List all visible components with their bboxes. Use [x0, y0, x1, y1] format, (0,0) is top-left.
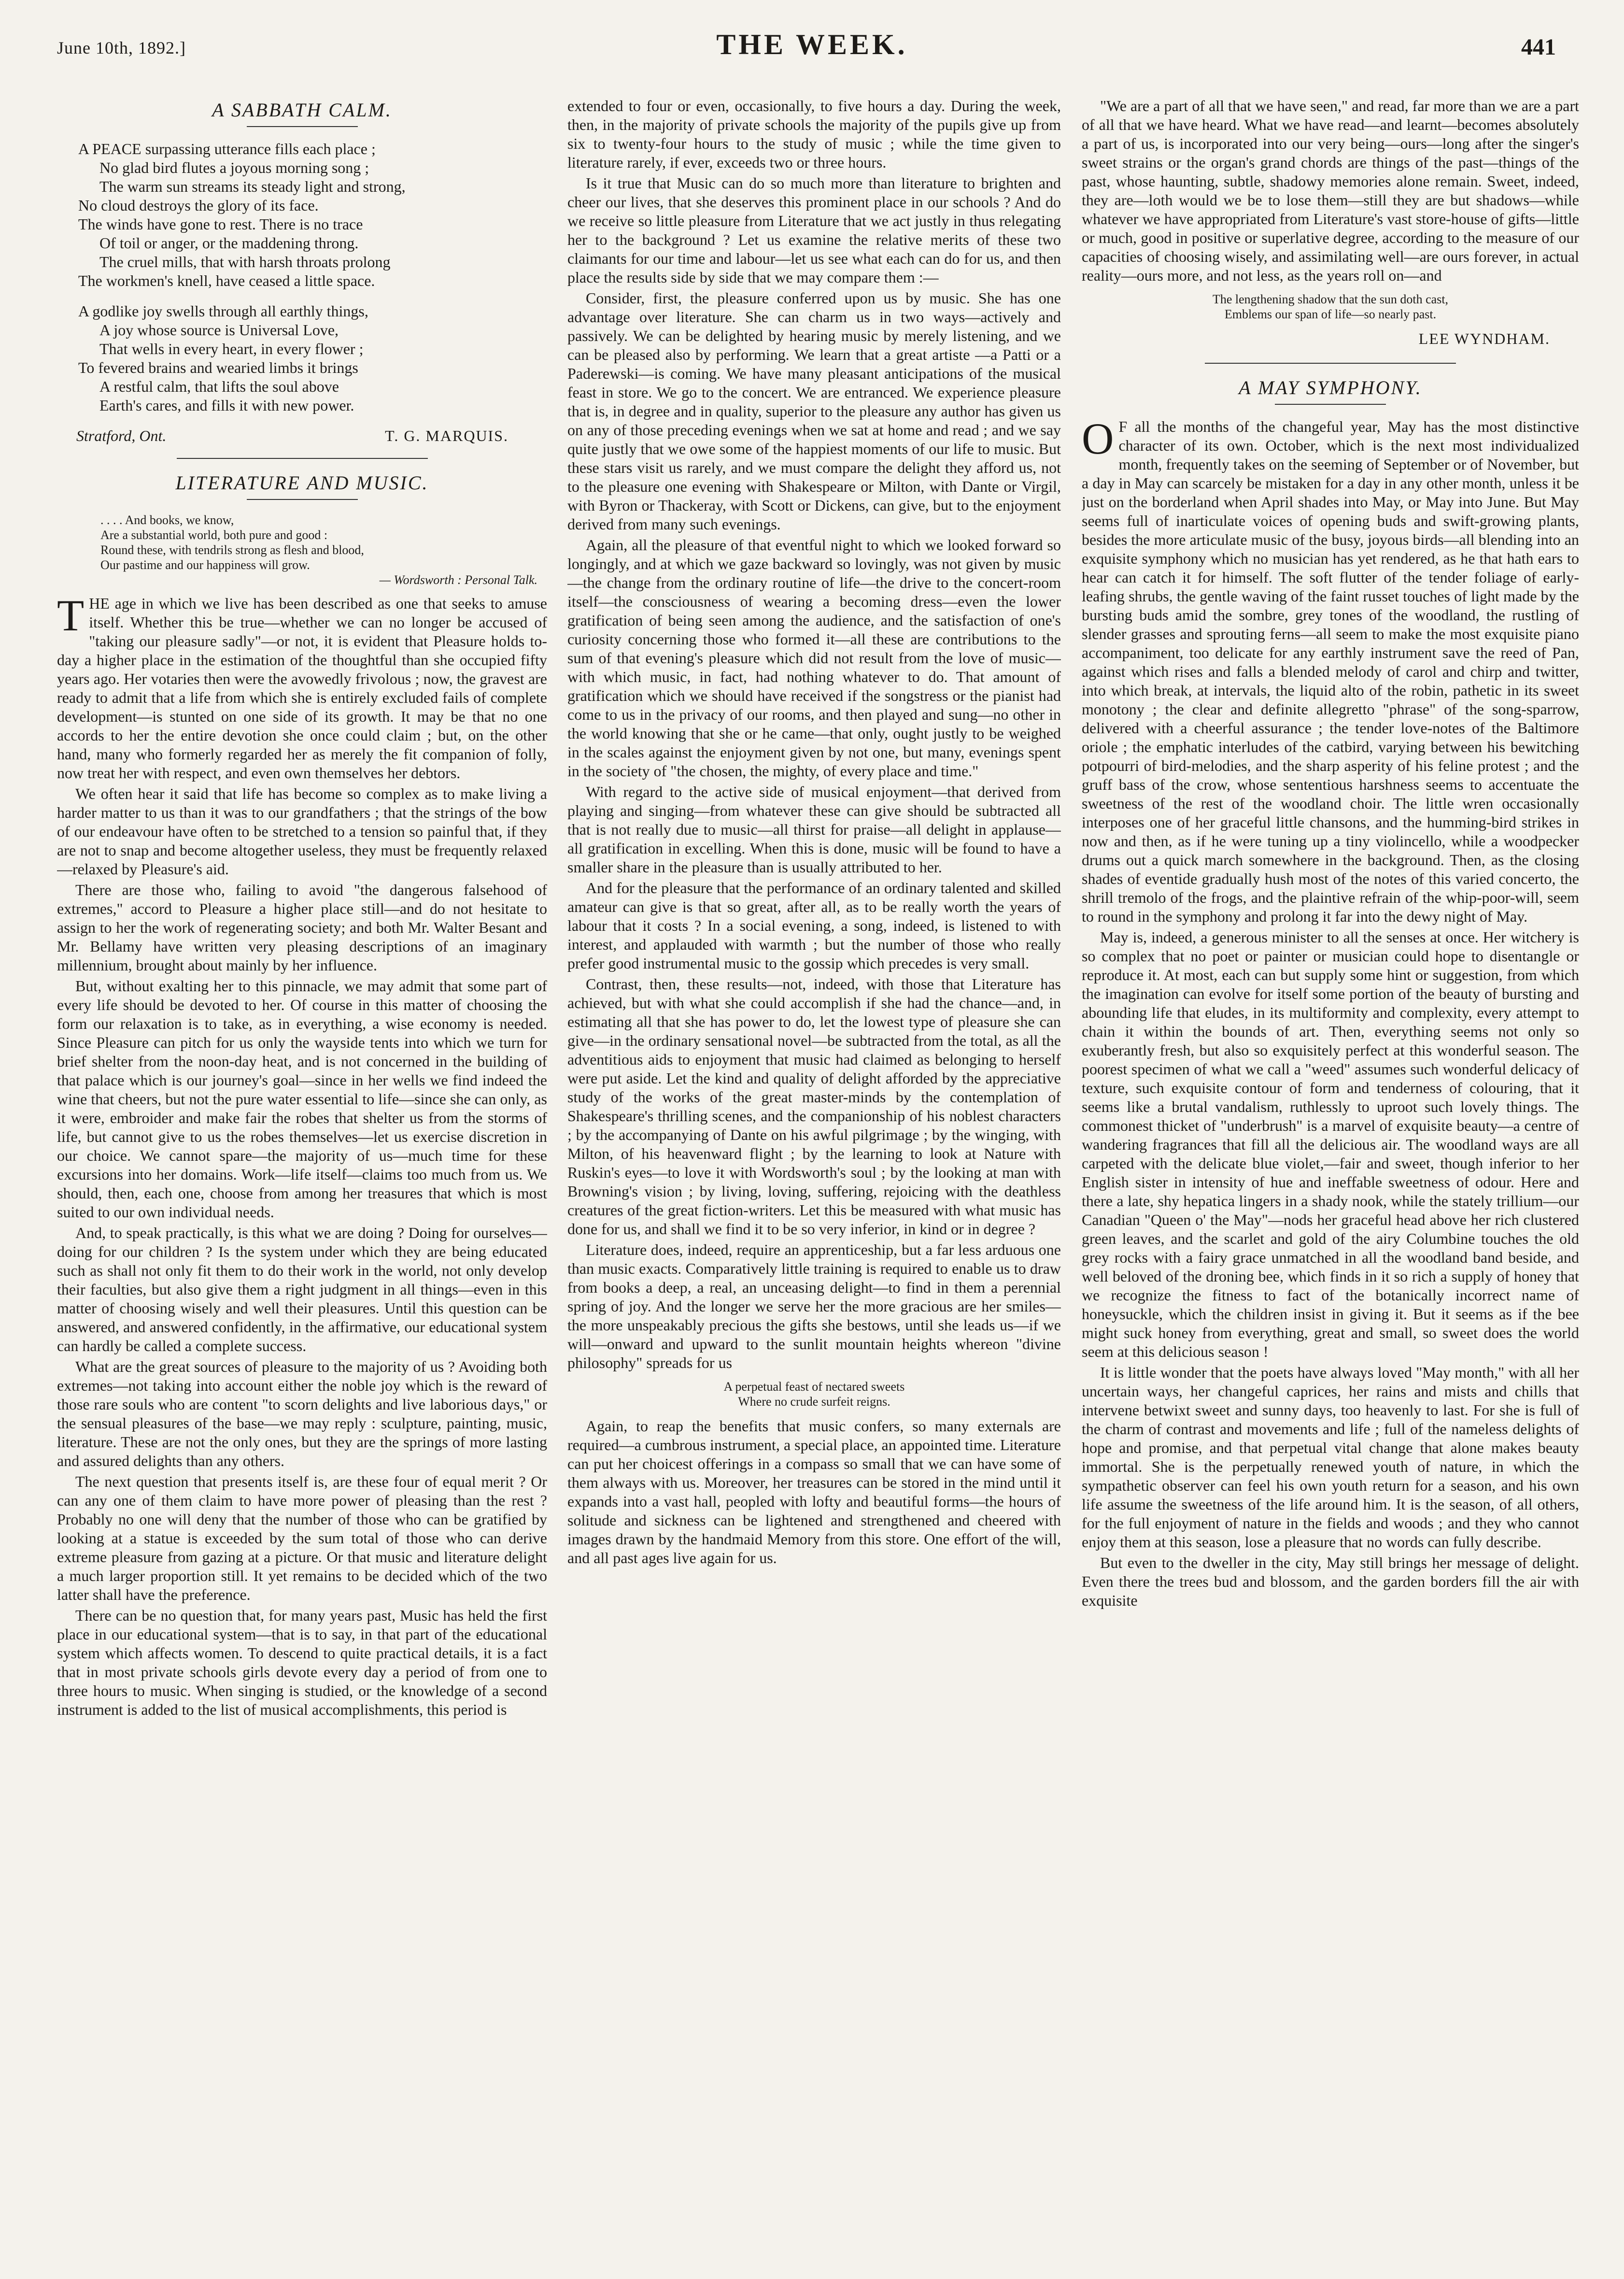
title-rule — [247, 126, 358, 127]
paragraph-text: HE age in which we live has been described as one that seeks to amuse itself. Whether this be true—whether we can no longer be accused of "taking our pleasure sadly"—or not, it is evident that Pleasure holds to-day a higher place in the estimation of the thoughtful than she occupied fifty years ago. Her votaries then were the avowedly frivolous ; now, the gravest are ready to admit that a life from which she is entirely excluded fails of complete development—is stunted on one side of its growth. It may be that no one accords to her the entire devotion she once could claim ; but, on the other hand, many who formerly regarded her as merely the fit companion of folly, now treat her with respect, and even own themselves her debtors. — [57, 595, 547, 782]
column-3 — [1082, 97, 1579, 2261]
poem-place: Stratford, Ont. — [76, 427, 167, 444]
title-rule — [1275, 404, 1386, 405]
paragraph: "We are a part of all that we have seen," and read, far more than we are a part of all that we have heard. What we have read—and learnt—becomes absolutely a part of us, is incorporated into our very being—ours—long after the singer's sweet strains or the organ's grand chords are things of the past—things of the past, whose haunting, subtle, shadowy memories alone remain. Sweet, indeed, they are—loth would we be to lose them—still they are but shadows—while whatever we have appropriated from Literature's vast store-house of gifts—little or much, good in positive or superlative degree, according to the measure of our capacities of choosing wisely, and assimilating well—are ours forever, in actual reality—ours more, and not less, as the years roll on—and — [1082, 97, 1579, 284]
quote-line: A perpetual feast of nectared sweets — [723, 1380, 905, 1394]
article-title: A MAY SYMPHONY. — [1239, 377, 1422, 399]
poem-line: A joy whose source is Universal Love, — [99, 321, 339, 339]
paragraph-text: F all the months of the changeful year, May has the most distinctive character of its own. October, which is the next most individualized month, frequently takes on the seeming of September or of November, but a day in May can scarcely be mistaken for a day in any other month, unless it be just on the borderland when April shades into May, or May into June. But May seems full of inarticulate voices of opening buds and swift-growing plants, besides the more articulate music of the busy, joyous birds—all blending into an exquisite symphony which no musician has yet rendered, as he that hath ears to hear can catch it for himself. The soft flutter of the tender foliage of early-leafing shrubs, the gentle waving of the faint russet touches of light made by the bursting buds amid the sombre, grey tones of the woodland, the rustling of slender grasses and sprouting ferns—all seem to make the most exquisite piano accompaniment, too delicate for any earthly instrument save the reed of Pan, against which rises and falls a blended melody of carol and chirp and twitter, into which break, at intervals, the liquid alto of the robin, pathetic in its sweet monotony ; the clear and definite allegretto "phrase" of the song-sparrow, delivered with a cheerful assurance ; the tender love-notes of the Baltimore oriole ; the emphatic interludes of the catbird, varying between his bewitching potpourri of bird-melodies, and the sharp asperity of his feline protest ; and the gruff bass of the crow, whose sententious harshness seems to accentuate the sweetness of the rest of the woodland choir. The little wren occasionally interposes one of her graceful little chansons, and the humming-bird strikes in now and then, as if he were tuning up a tiny violincello, while a woodpecker drums out a quick march somewhere in the background. Then, as the closing shades of eventide gradually hush most of the notes of this varied concerto, the shrill tremolo of the frogs, and the plaintive refrain of the whip-poor-will, seem to round in the symphony and prolong it far into the dewy night of May. — [1082, 418, 1579, 925]
poem-line: The winds have gone to rest. There is no trace — [78, 215, 363, 233]
poem-line: A restful calm, that lifts the soul above — [99, 378, 339, 395]
poem-line: The warm sun streams its steady light and strong, — [99, 178, 406, 195]
drop-cap: O — [1082, 414, 1114, 463]
poem-line: Earth's cares, and fills it with new power. — [99, 397, 354, 414]
page-header — [0, 0, 1624, 97]
poem-line: To fevered brains and wearied limbs it brings — [78, 359, 358, 376]
verse-quote — [1082, 292, 1579, 322]
paragraph: Consider, first, the pleasure conferred upon us by music. She has one advantage over literature. She can charm us in two ways—actively and passively. We can be delighted by hearing music by merely listening, and we can be pleased also by performing. We learn that a great artiste —a Patti or a Paderewski—is coming. We have many pleasant anticipations of the musical feast in store. We go to the concert. We are entranced. We experience pleasure that is, in degree and in quality, superior to the pleasure any author has given us on any of those preceding evenings when we sat at home and read ; and we say quite justly that we owe some of the happiest moments of our life to music. But these stars visit us rarely, and we must compare the delight they afford us, not to the pleasure one evening with Shakespeare or Milton, with Dante or Virgil, with Byron or Thackeray, with Scott or Dickens, can give, but to the enjoyment derived from many such evenings. — [567, 289, 1061, 533]
quote-line: Emblems our span of life—so nearly past. — [1224, 307, 1437, 321]
epigraph-line: Are a substantial world, both pure and good : — [100, 528, 328, 542]
paragraph — [1082, 414, 1579, 926]
drop-cap: T — [57, 591, 85, 640]
quote-line: The lengthening shadow that the sun doth cast, — [1212, 292, 1449, 306]
poem-author: T. G. MARQUIS. — [385, 427, 508, 444]
paragraph: Is it true that Music can do so much more than literature to brighten and cheer our lives, that she deserves this prominent place in our schools ? And do we receive so little pleasure from Literature that we act justly in thus relegating her to the background ? Let us examine the relative merits of these two claimants for our time and labour—let us see what each can do for us, and then place the results side by side that we may compare them :— — [567, 174, 1061, 286]
paragraph: What are the great sources of pleasure to the majority of us ? Avoiding both extremes—not taking into account either the noble joy which is the reward of those rare souls who are content "to scorn delights and live laborious days," or the sensual pleasures of the base—we may reply : sculpture, painting, music, literature. These are not the only ones, but they are the springs of more lasting and assured delights than any others. — [57, 1358, 547, 1469]
section-rule — [177, 458, 428, 459]
paragraph: It is little wonder that the poets have always loved "May month," with all her uncertain ways, her changeful caprices, her rains and mists and chills that intervene betwixt sweet and sunny days, too heavenly to last. For she is full of the charm of contrast and movements and life ; full of the nameless delights of hope and promise, and that perpetual vital change that alone makes beauty immortal. She is the perpetually renewed youth of nature, in which the sympathetic observer can feel his own youth return for a season, and his own life assume the sweetness of the life around him. It is the season, of all others, for the full enjoyment of nature in the fields and woods ; and they who cannot enjoy them at this season, lose a pleasure that no words can fully describe. — [1082, 1364, 1579, 1551]
article-author: LEE WYNDHAM. — [1418, 330, 1550, 347]
poem-line: The workmen's knell, have ceased a little space. — [78, 272, 375, 289]
page-number: 441 — [1521, 34, 1556, 60]
epigraph-line: Our pastime and our happiness will grow. — [100, 558, 310, 572]
poem-line: Of toil or anger, or the maddening throng. — [99, 234, 359, 252]
poem-line: A godlike joy swells through all earthly things, — [78, 302, 368, 320]
poem-stanza-2 — [57, 302, 547, 415]
paragraph: Again, to reap the benefits that music confers, so many externals are required—a cumbrous instrument, a special place, an appointed time. Literature can put her choicest offerings in a compass so small that we can have some of them always with us. Moreover, her treasures can be stored in the mind until it expands into a vast hall, peopled with lofty and beautiful forms—the hours of solitude and sickness can be lightened and strengthened and cheered with images drawn by the handmaid Memory from this store. One effort of the will, and all past ages live again for us. — [567, 1417, 1061, 1567]
paragraph: And for the pleasure that the performance of an ordinary talented and skilled amateur can give is that so great, after all, as to be really worth the years of labour that it costs ? In a social evening, a song, indeed, is listened to with interest, and applauded with warmth ; but the number of those who really prefer good instrumental music to the gossip which precedes is very small. — [567, 879, 1061, 972]
paragraph: There are those who, failing to avoid "the dangerous falsehood of extremes," accord to Pleasure a higher place still—and do not hesitate to assign to her the work of regenerating society; and both Mr. Walter Besant and Mr. Bellamy have written very pleasing descriptions of an imaginary millennium, brought about mainly by her influence. — [57, 881, 547, 974]
poem-stanza-1 — [57, 140, 547, 290]
epigraph — [57, 513, 547, 587]
paragraph: Literature does, indeed, require an apprenticeship, but a far less arduous one than music exacts. Comparatively little training is required to enable us to draw from books a deep, a real, an unceasing delight—to find in them a perennial spring of joy. And the longer we serve her the more gracious are her smiles—the more unspeakably precious the gifts she bestows, until she leads us—if we will—onward and upward to the sunlit mountain heights whereon "divine philosophy" spreads for us — [567, 1241, 1061, 1371]
poem-line: The cruel mills, that with harsh throats prolong — [99, 253, 391, 271]
quote-line: Where no crude surfeit reigns. — [738, 1395, 890, 1409]
paragraph — [57, 591, 547, 783]
poem-line: No cloud destroys the glory of its face. — [78, 197, 319, 214]
paragraph: May is, indeed, a generous minister to all the senses at once. Her witchery is so complex that no poet or painter or musician could hope to disentangle or reproduce it. At most, each can but supply some hint or suggestion, from which the imagination can evolve for itself some portion of the beauty of bursting and abounding life that eludes, in its multiformity and complexity, every attempt to chain it within the bounds of art. Then, everything seems not only so exuberantly fresh, but also so exquisitely perfect at this wonderful season. The poorest specimen of what we call a "weed" assumes such wonderful delicacy of texture, such exquisite contour of form and tenderness of colouring, that it seems like a brutal vandalism, ruthlessly to uproot such lovely things. The commonest thicket of "underbrush" is a marvel of exquisite beauty—a centre of wandering fragrances that fill all the delicious air. The woodland ways are all carpeted with the delicate blue violet,—fair and sweet, though inferior to her English sister in intensity of hue and ineffable sweetness of odour. Here and there a late, shy hepatica lingers in a shady nook, while the stately trillium—our Canadian "Queen o' the May"—nods her graceful head above her rich clustered green leaves, and the scarlet and gold of the airy Columbine touches the old grey rocks with a fairy grace unmatched in all the woodland band beside, and well beloved of the droning bee, which finds in it so rich a supply of honey that we recognize the fitness to fact of the botanically incorrect name of honeysuckle, which the children insist in giving it. But it seems as if the bee might suck honey from everything, great and small, so sweet does the world seem at this delicious season ! — [1082, 928, 1579, 1360]
paragraph: The next question that presents itself is, are these four of equal merit ? Or can any one of them claim to have more power of pleasing than the rest ? Probably no one will deny that the number of those who can be gratified by looking at a statue is exceeded by the sum total of those who can derive extreme pleasure from gazing at a picture. Or that music and literature delight a much larger proportion still. It yet remains to be decided which of the two latter shall have the preference. — [57, 1473, 547, 1603]
article-title: LITERATURE AND MUSIC. — [175, 472, 429, 494]
column-1 — [57, 97, 547, 2261]
poem-line: A PEACE surpassing utterance fills each place ; — [78, 140, 376, 157]
poem-line: That wells in every heart, in every flower ; — [99, 340, 364, 357]
paragraph: We often hear it said that life has become so complex as to make living a harder matter to us than it was to our grandfathers ; that the strings of the bow of our endeavour have often to be stretched to a tension so painful that, if they are not to snap and become altogether useless, they must be frequently relaxed—relaxed by Pleasure's aid. — [57, 785, 547, 878]
paragraph: There can be no question that, for many years past, Music has held the first place in our educational system—that is to say, in that part of the educational system which affects women. To descend to quite practical details, it is a fact that in most private schools girls devote every day a period of from one to three hours to music. When singing is studied, or the knowledge of a second instrument is added to the list of musical accomplishments, this period is — [57, 1607, 547, 1718]
epigraph-line: . . . . And books, we know, — [100, 513, 234, 527]
paragraph: extended to four or even, occasionally, to five hours a day. During the week, then, in the majority of private schools the majority of the pupils give up from six to twenty-four hours to the study of music ; while the time given to literature rarely, if ever, exceeds two or three hours. — [567, 97, 1061, 171]
column-2 — [567, 97, 1061, 2261]
epigraph-attribution: — Wordsworth : Personal Talk. — [379, 573, 537, 587]
paragraph: Again, all the pleasure of that eventful night to which we looked forward so longingly, and at which we gaze backward so lovingly, was not given by music—the change from the ordinary routine of life—the drive to the concert-room itself—the consciousness of wearing a becoming dress—even the lower gratification of being seen among the audience, and the satisfaction of one's curiosity concerning those who formed it—all these are contributions to the sum of that evening's pleasure which did not result from the love of music—with which music, in fact, had nothing whatever to do. That amount of gratification which we should have received if the songstress or the pianist had come to us in the privacy of our rooms, and then played and sung—no other in the world knowing that she or he came—that only, ought justly to be weighed in the scales against the enjoyment given by not one, but many, evenings spent in the society of "the chosen, the mighty, of every place and time." — [567, 536, 1061, 780]
paragraph: But even to the dweller in the city, May still brings her message of delight. Even there the trees bud and blossom, and the garden borders fill the air with exquisite — [1082, 1554, 1579, 1609]
verse-quote — [567, 1379, 1061, 1409]
publication-title: THE WEEK. — [716, 28, 908, 60]
paragraph: With regard to the active side of musical enjoyment—that derived from playing and singing—from whatever these can give should be subtracted all that is not really due to music—all thirst for praise—all delight in applause—all gratification in excelling. When this is done, music will be found to have a smaller share in the pleasure than is usually attributed to her. — [567, 783, 1061, 876]
title-rule — [247, 499, 358, 500]
paragraph: And, to speak practically, is this what we are doing ? Doing for ourselves—doing for our children ? Is the system under which they are being educated such as shall not only fit them to do their work in the world, not only develop their faculties, but also give them a right judgment in all things—even in this matter of choosing wisely and well their pleasures. Until this question can be answered, and answered confidently, in the affirmative, our educational system can hardly be called a complete success. — [57, 1224, 547, 1354]
paragraph: Contrast, then, these results—not, indeed, with those that Literature has achieved, but with what she could accomplish if she had the chance—and, in estimating all that she has power to do, let the lowest type of pleasure she can give—in the ordinary sensational novel—be subtracted from the total, as all the adventitious aids to enjoyment that music had claimed as belonging to herself were put aside. Let the kind and quality of delight afforded by the appreciative study of the works of the great master-minds by the contemplation of Shakespeare's thrilling scenes, and the companionship of his noblest characters ; by the accompanying of Dante on his awful pilgrimage ; by the winging, with Milton, of his heavenward flight ; by the learning to look at Nature with Ruskin's eyes—to love it with Wordsworth's soul ; by the looking at man with Browning's vision ; by living, loving, suffering, rejoicing with the deathless creatures of the great fiction-writers. Let this be measured with what music has done for us, and shall we find it to be so very inferior, in kind or in degree ? — [567, 975, 1061, 1238]
poem-signature — [57, 427, 547, 445]
issue-date: June 10th, 1892.] — [57, 38, 186, 57]
poem-line: No glad bird flutes a joyous morning song ; — [99, 159, 369, 176]
section-rule — [1205, 363, 1456, 364]
poem-title: A SABBATH CALM. — [212, 99, 392, 121]
epigraph-line: Round these, with tendrils strong as flesh and blood, — [100, 543, 364, 557]
paragraph: But, without exalting her to this pinnacle, we may admit that some part of every life should be devoted to her. Of course in this matter of choosing the form our relaxation is to take, as in everything, a wise economy is needed. Since Pleasure can pitch for us only the wayside tents into which we turn for brief shelter from the noon-day heat, and is not concerned in the building of that palace which is our journey's goal—since in her wells we find indeed the wine that cheers, but not the pure water essential to life—since she can only, as it were, embroider and make fair the robes that shelter us from the storms of life, but cannot give to us the robes themselves—let us exercise discretion in our choice. We cannot spare—the majority of us—much time for these excursions into her domains. Work—life itself—claims too much from us. We should, then, each one, choose from among her treasures that which is most suited to our own individual needs. — [57, 977, 547, 1221]
